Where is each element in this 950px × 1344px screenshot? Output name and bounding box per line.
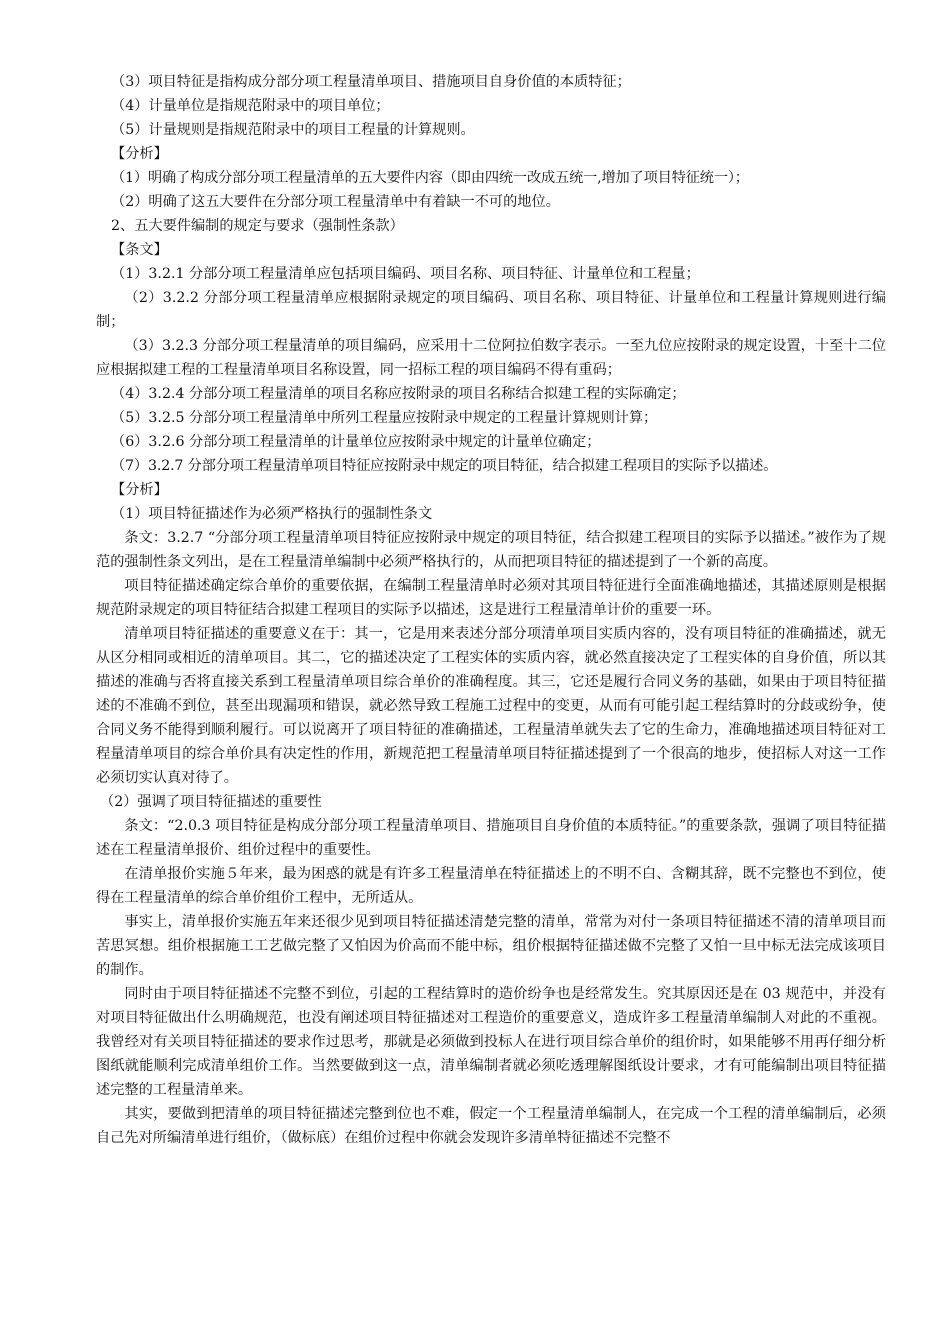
document-page	[96, 70, 886, 1150]
section-heading-analysis: 【分析】	[111, 146, 168, 162]
text-line: （2）明确了这五大要件在分部分项工程量清单中有着缺一不可的地位。	[111, 194, 560, 210]
text-line: （1）3.2.1 分部分项工程量清单应包括项目编码、项目名称、项目特征、计量单位和工程量；	[111, 266, 700, 282]
body-paragraph: 条文：“2.0.3 项目特征是构成分部分项工程量清单项目、措施项目自身价值的本质特征。”的重要条款，强调了项目特征描述在工程量清单报价、组价过程中的重要性。	[96, 818, 886, 858]
clause-paragraph: （2）3.2.2 分部分项工程量清单应根据附录规定的项目编码、项目名称、项目特征、计量单位和工程量计算规则进行编制；	[96, 290, 886, 330]
text-line: （7）3.2.7 分部分项工程量清单项目特征应按附录中规定的项目特征，结合拟建工程项目的实际予以描述。	[111, 458, 778, 474]
body-paragraph: 其实，要做到把清单的项目特征描述完整到位也不难，假定一个工程量清单编制人，在完成一个工程的清单编制后，必须自己先对所编清单进行组价，（做标底）在组价过程中你就会发现许多清单特征描述不完整不	[96, 1106, 886, 1146]
text-line: （3）项目特征是指构成分部分项工程量清单项目、措施项目自身价值的本质特征；	[111, 74, 631, 90]
body-paragraph: 事实上，清单报价实施五年来还很少见到项目特征描述清楚完整的清单，常常为对付一条项目特征描述不清的清单项目而苦思冥想。组价根据施工工艺做完整了又怕因为价高而不能中标，组价根据特征描述做不完整了又怕一旦中标无法完成该项目的制作。	[96, 914, 886, 978]
body-paragraph: 在清单报价实施５年来，最为困惑的就是有许多工程量清单在特征描述上的不明不白、含糊其辞，既不完整也不到位，使得在工程量清单的综合单价组价工程中，无所适从。	[96, 866, 886, 906]
text-line: （6）3.2.6 分部分项工程量清单的计量单位应按附录中规定的计量单位确定；	[111, 434, 601, 450]
text-line: （1）明确了构成分部分项工程量清单的五大要件内容（即由四统一改成五统一,增加了项目特征统一）；	[111, 170, 749, 186]
body-paragraph: 项目特征描述确定综合单价的重要依据，在编制工程量清单时必须对其项目特征进行全面准确地描述，其描述原则是根据规范附录规定的项目特征结合拟建工程项目的实际予以描述，这是进行工程量清单计价的重要一环。	[96, 578, 886, 618]
subsection-heading: 2、五大要件编制的规定与要求（强制性条款）	[111, 218, 404, 234]
clause-paragraph: （3）3.2.3 分部分项工程量清单的项目编码，应采用十二位阿拉伯数字表示。一至九位应按附录的规定设置，十至十二位应根据拟建工程的工程量清单项目名称设置，同一招标工程的项目编码不得有重码；	[96, 338, 886, 378]
text-line: （5）计量规则是指规范附录中的项目工程量的计算规则。	[111, 122, 475, 138]
text-line: （4）计量单位是指规范附录中的项目单位；	[111, 98, 390, 114]
text-line: （4）3.2.4 分部分项工程量清单的项目名称应按附录的项目名称结合拟建工程的实际确定；	[111, 386, 686, 402]
section-heading-analysis: 【分析】	[111, 482, 168, 498]
text-line: （5）3.2.5 分部分项工程量清单中所列工程量应按附录中规定的工程量计算规则计算；	[111, 410, 658, 426]
text-line: （1）项目特征描述作为必须严格执行的强制性条文	[111, 506, 433, 522]
body-paragraph: 清单项目特征描述的重要意义在于：其一，它是用来表述分部分项清单项目实质内容的，没有项目特征的准确描述，就无从区分相同或相近的清单项目。其二，它的描述决定了工程实体的实质内容，就必然直接决定了工程实体的自身价值，所以其描述的准确与否将直接关系到工程量清单项目综合单价的准确程度。其三，它还是履行合同义务的基础，如果由于项目特征描述的不准确不到位，甚至出现漏项和错误，就必然导致工程施工过程中的变更，从而有可能引起工程结算时的分歧或纷争，使合同义务不能得到顺利履行。可以说离开了项目特征的准确描述，工程量清单就失去了它的生命力，准确地描述项目特征对工程量清单项目的综合单价具有决定性的作用，新规范把工程量清单项目特征描述提到了一个很高的地步，使招标人对这一工作必须切实认真对待了。	[96, 626, 886, 786]
body-paragraph: 条文：3.2.7 “分部分项工程量清单项目特征应按附录中规定的项目特征，结合拟建工程项目的实际予以描述。”被作为了规范的强制性条文列出，是在工程量清单编制中必须严格执行的，从而把项目特征的描述提到了一个新的高度。	[96, 530, 886, 570]
body-paragraph: 同时由于项目特征描述不完整不到位，引起的工程结算时的造价纷争也是经常发生。究其原因还是在 03 规范中，并没有对项目特征做出什么明确规范，也没有阐述项目特征描述对工程造价的重要意义，造成许多工程量清单编制人对此的不重视。我曾经对有关项目特征描述的要求作过思考，那就是必须做到投标人在进行项目综合单价的组价时，如果能够不用再仔细分析图纸就能顺利完成清单组价工作。当然要做到这一点，清单编制者就必须吃透理解图纸设计要求，才有可能编制出项目特征描述完整的工程量清单来。	[96, 986, 886, 1098]
subsection-heading: （2）强调了项目特征描述的重要性	[100, 794, 322, 810]
section-heading-clause: 【条文】	[111, 242, 168, 258]
